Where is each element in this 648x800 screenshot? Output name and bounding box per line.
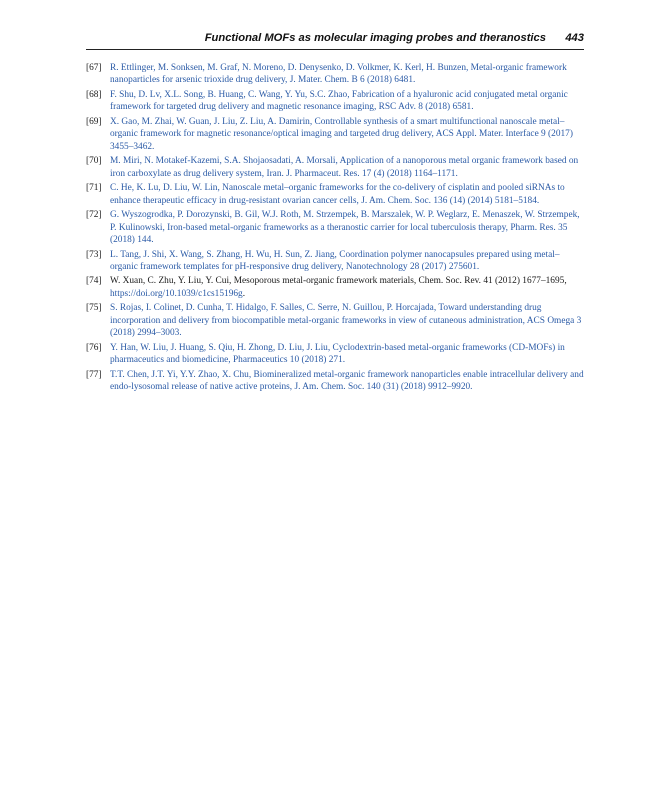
reference-link[interactable]: L. Tang, J. Shi, X. Wang, S. Zhang, H. Wu, H. Sun, Z. Jiang, Coordination polymer nanocapsules prepared using metal–organic framework templates for pH-responsive drug delivery, Nanotechnology 28 (2017) 275601.	[110, 249, 560, 272]
reference-number: [69]	[86, 116, 102, 127]
reference-list	[86, 62, 586, 396]
reference-link[interactable]: X. Gao, M. Zhai, W. Guan, J. Liu, Z. Liu, A. Damirin, Controllable synthesis of a smart multifunctional nanoscale metal–organic framework for magnetic resonance/optical imaging and targeted drug delivery, ACS Appl. Mater. Interface 9 (2017) 3455–3462.	[110, 116, 573, 152]
reference-link[interactable]: M. Miri, N. Motakef-Kazemi, S.A. Shojaosadati, A. Morsali, Application of a nanoporous metal organic framework based on iron carboxylate as drug delivery system, Iran. J. Pharmaceut. Res. 17 (4) (2018) 1164–1171.	[110, 156, 579, 179]
reference-item	[86, 155, 586, 180]
reference-item	[86, 249, 586, 274]
reference-link[interactable]: C. He, K. Lu, D. Liu, W. Lin, Nanoscale metal–organic frameworks for the co-delivery of cisplatin and pooled siRNAs to enhance therapeutic efficacy in drug-resistant ovarian cancer cells, J. Am. Chem. Soc. 136 (14) (2014) 5181–5184.	[110, 183, 565, 206]
reference-link[interactable]: T.T. Chen, J.T. Yi, Y.Y. Zhao, X. Chu, Biomineralized metal-organic framework nanoparticles enable intracellular delivery and endo-lysosomal release of native active proteins, J. Am. Chem. Soc. 140 (31) (2018) 9912–9920.	[110, 369, 584, 393]
reference-item	[86, 209, 586, 246]
reference-link[interactable]: F. Shu, D. Lv, X.L. Song, B. Huang, C. Wang, Y. Yu, S.C. Zhao, Fabrication of a hyaluronic acid conjugated metal organic framework for targeted drug delivery and magnetic resonance imaging, RSC Adv. 8 (2018) 6581.	[110, 89, 568, 113]
reference-item	[86, 342, 586, 367]
reference-link[interactable]: Y. Han, W. Liu, J. Huang, S. Qiu, H. Zhong, D. Liu, J. Liu, Cyclodextrin-based metal-organic frameworks (CD-MOFs) in pharmaceutics and biomedicine, Pharmaceutics 10 (2018) 271.	[110, 342, 565, 366]
reference-item	[86, 275, 586, 300]
doi-link[interactable]: https://doi.org/10.1039/c1cs15196g	[110, 288, 243, 299]
page-header	[86, 31, 584, 50]
reference-link[interactable]: S. Rojas, I. Colinet, D. Cunha, T. Hidalgo, F. Salles, C. Serre, N. Guillou, P. Horcajada, Toward understanding drug incorporation and delivery from biocompatible metal-organic frameworks in view of cutaneous administration, ACS Omega 3 (2018) 2994–3003.	[110, 303, 582, 339]
reference-number: [75]	[86, 303, 102, 314]
reference-trailing-period: .	[242, 288, 246, 299]
reference-number: [74]	[86, 276, 102, 287]
reference-number: [67]	[86, 63, 102, 73]
page-number: 443	[565, 32, 584, 44]
reference-number: [68]	[86, 89, 102, 100]
reference-number: [71]	[86, 183, 102, 194]
reference-item	[86, 62, 586, 87]
reference-item	[86, 182, 586, 207]
reference-item	[86, 302, 586, 339]
reference-item	[86, 369, 586, 394]
reference-number: [70]	[86, 156, 102, 167]
reference-number: [73]	[86, 249, 102, 260]
reference-number: [76]	[86, 342, 102, 353]
reference-link[interactable]: G. Wyszogrodka, P. Dorozynski, B. Gil, W.J. Roth, M. Strzempek, B. Marszalek, W. P. Weglarz, E. Menaszek, W. Strzempek, P. Kulinowski, Iron-based metal-organic frameworks as a theranostic carrier for local tuberculosis therapy, Pharm. Res. 35 (2018) 144.	[110, 210, 580, 245]
reference-item	[86, 116, 586, 153]
reference-citation-text: W. Xuan, C. Zhu, Y. Liu, Y. Cui, Mesoporous metal-organic framework materials, Chem. Soc. Rev. 41 (2012) 1677–1695,	[110, 276, 567, 287]
reference-text	[110, 275, 586, 300]
reference-link[interactable]: R. Ettlinger, M. Sonksen, M. Graf, N. Moreno, D. Denysenko, D. Volkmer, K. Kerl, H. Bunzen, Metal-organic framework nanoparticles for arsenic trioxide drug delivery, J. Mater. Chem. B 6 (2018) 6481.	[110, 63, 567, 86]
reference-number: [72]	[86, 210, 102, 221]
reference-number: [77]	[86, 369, 102, 380]
reference-item	[86, 89, 586, 114]
running-title: Functional MOFs as molecular imaging probes and theranostics	[204, 32, 546, 44]
